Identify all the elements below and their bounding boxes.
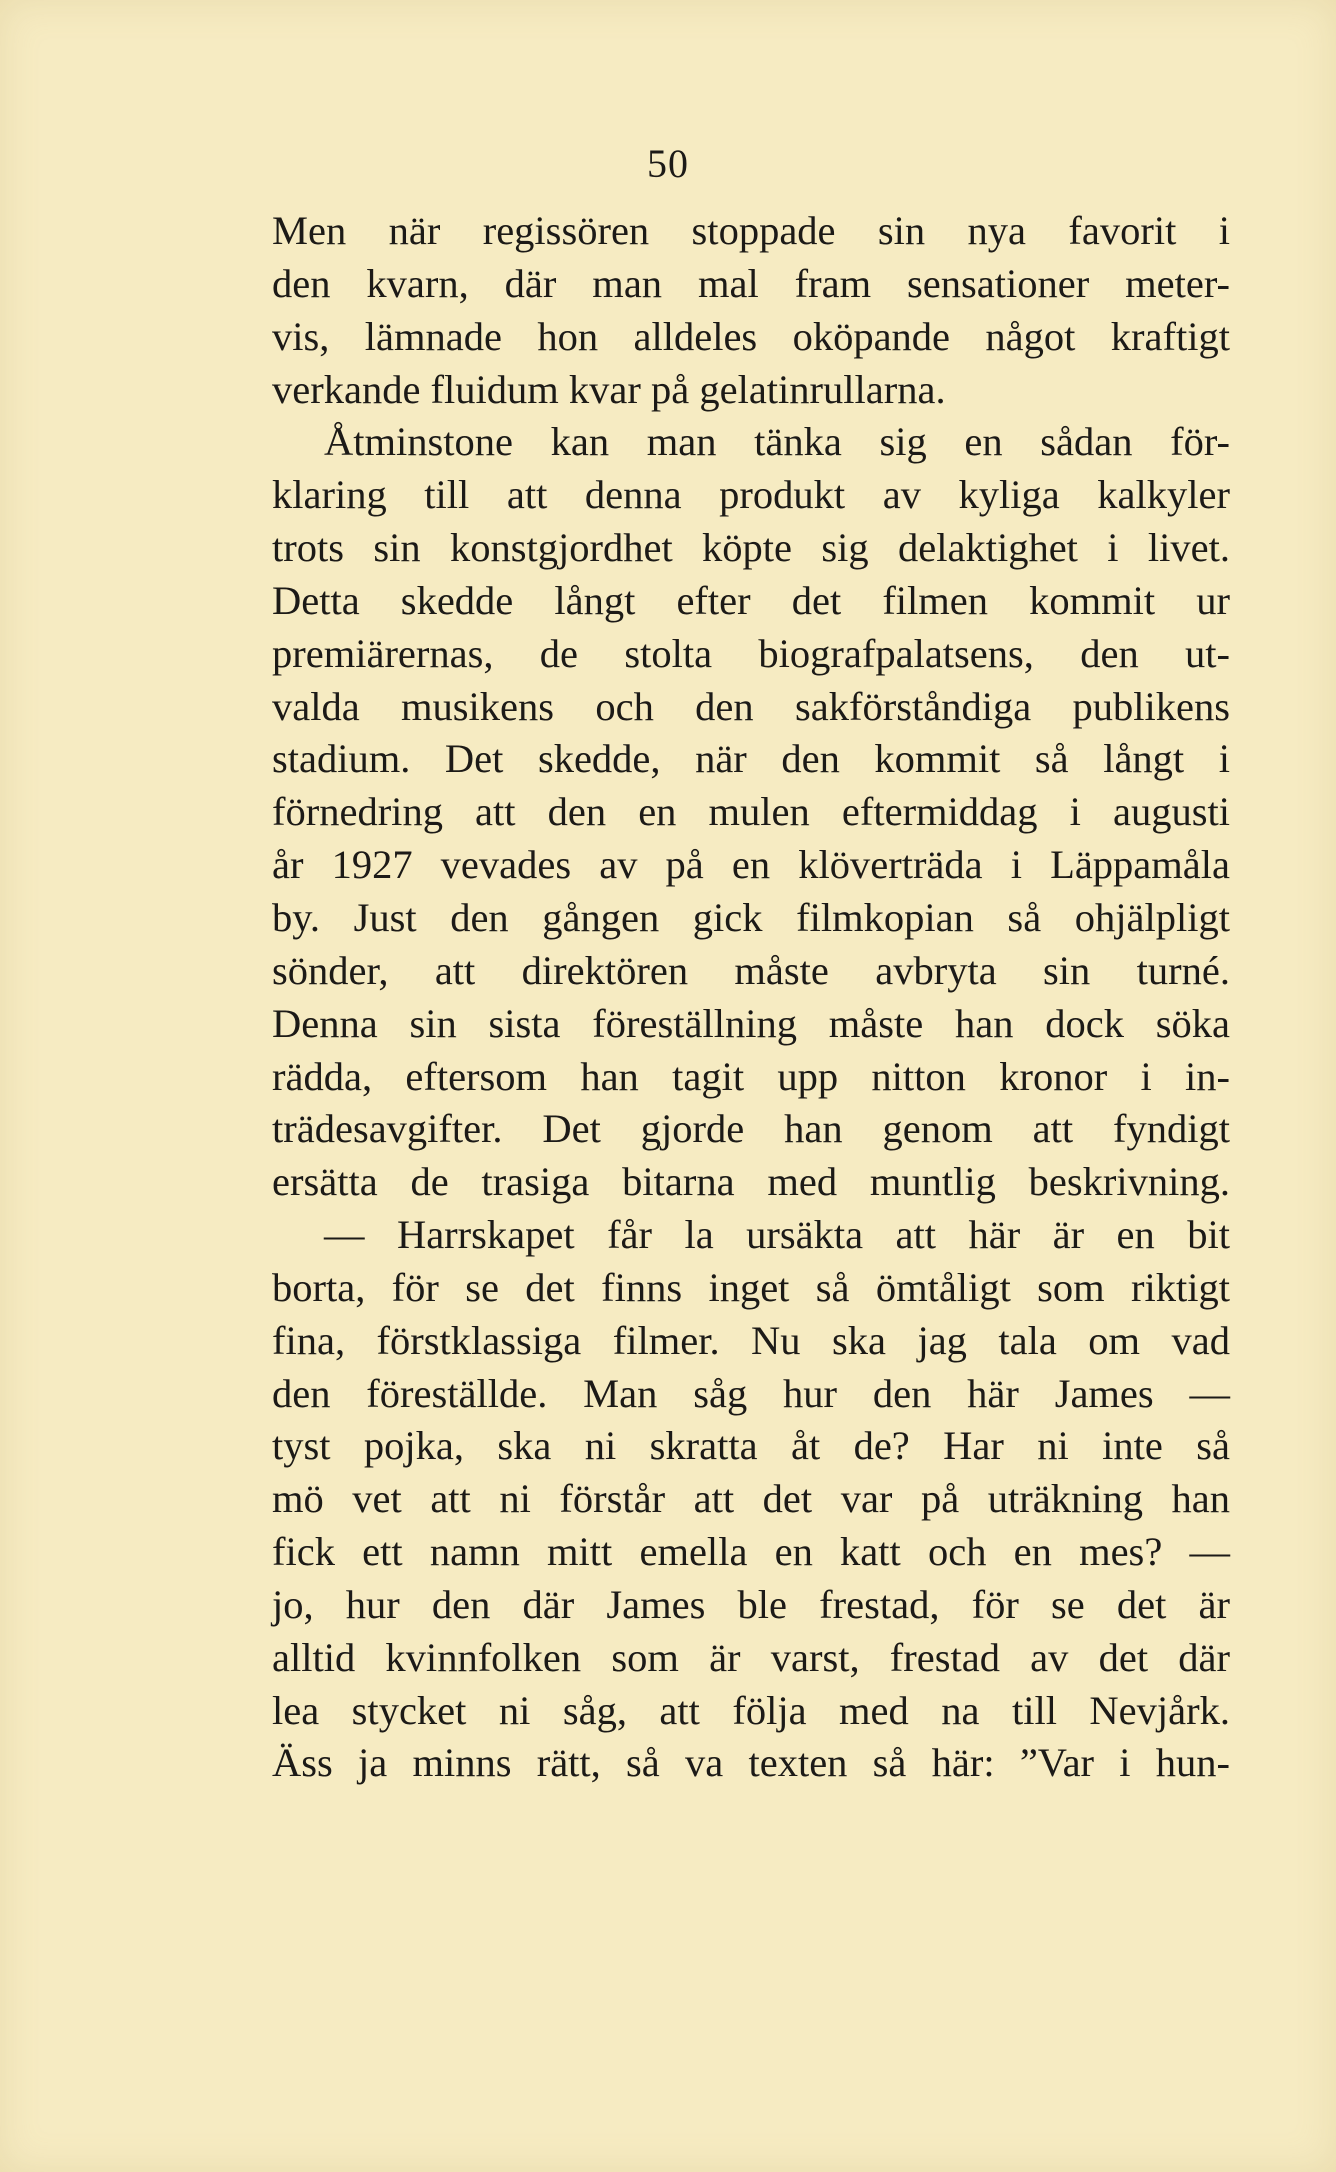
text-line: — Harrskapet får la ursäkta att här är en bit: [324, 1212, 1230, 1258]
text-line: trädesavgifter. Det gjorde han genom att fyndigt: [272, 1106, 1230, 1152]
text-line: valda musikens och den sakförståndiga publikens: [272, 683, 1230, 729]
text-line: mö vet att ni förstår att det var på uträkning han: [272, 1476, 1230, 1522]
text-line: den kvarn, där man mal fram sensationer meter-: [272, 260, 1230, 306]
text-line: Detta skedde långt efter det filmen kommit ur: [272, 577, 1230, 623]
text-line: lea stycket ni såg, att följa med na till Nevjårk.: [272, 1687, 1230, 1733]
text-line: Denna sin sista föreställning måste han dock söka: [272, 1000, 1230, 1046]
text-line: klaring till att denna produkt av kyliga kalkyler: [272, 472, 1230, 518]
text-line: borta, för se det finns inget så ömtåligt som riktigt: [272, 1264, 1230, 1310]
text-line: Åtminstone kan man tänka sig en sådan för-: [324, 419, 1230, 465]
page-number: 50: [647, 141, 689, 186]
text-line: Äss ja minns rätt, så va texten så här: ”Var i hun-: [272, 1740, 1230, 1786]
text-line: stadium. Det skedde, när den kommit så långt i: [272, 736, 1230, 782]
text-line: trots sin konstgjordhet köpte sig delaktighet i livet.: [272, 525, 1230, 571]
text-line: verkande fluidum kvar på gelatinrullarna.: [272, 366, 946, 412]
text-line: jo, hur den där James ble frestad, för se det är: [272, 1581, 1230, 1627]
text-line: fick ett namn mitt emella en katt och en mes? —: [272, 1529, 1230, 1575]
text-line: Men när regissören stoppade sin nya favorit i: [272, 208, 1230, 253]
text-line: alltid kvinnfolken som är varst, frestad av det där: [272, 1634, 1230, 1680]
text-line: ersätta de trasiga bitarna med muntlig beskrivning.: [272, 1159, 1230, 1205]
text-line: år 1927 vevades av på en klöverträda i Läppamåla: [272, 842, 1230, 888]
body-text: [272, 205, 1230, 1790]
text-line: sönder, att direktören måste avbryta sin turné.: [272, 947, 1230, 993]
text-line: by. Just den gången gick filmkopian så ohjälpligt: [272, 894, 1230, 940]
text-line: vis, lämnade hon alldeles oköpande något kraftigt: [272, 313, 1230, 359]
text-line: tyst pojka, ska ni skratta åt de? Har ni inte så: [272, 1423, 1230, 1469]
text-line: rädda, eftersom han tagit upp nitton kronor i in-: [272, 1053, 1230, 1099]
text-line: den föreställde. Man såg hur den här James —: [272, 1370, 1230, 1416]
text-line: förnedring att den en mulen eftermiddag i augusti: [272, 789, 1230, 835]
text-line: premiärernas, de stolta biografpalatsens, den ut-: [272, 630, 1230, 676]
text-line: fina, förstklassiga filmer. Nu ska jag tala om vad: [272, 1317, 1230, 1363]
